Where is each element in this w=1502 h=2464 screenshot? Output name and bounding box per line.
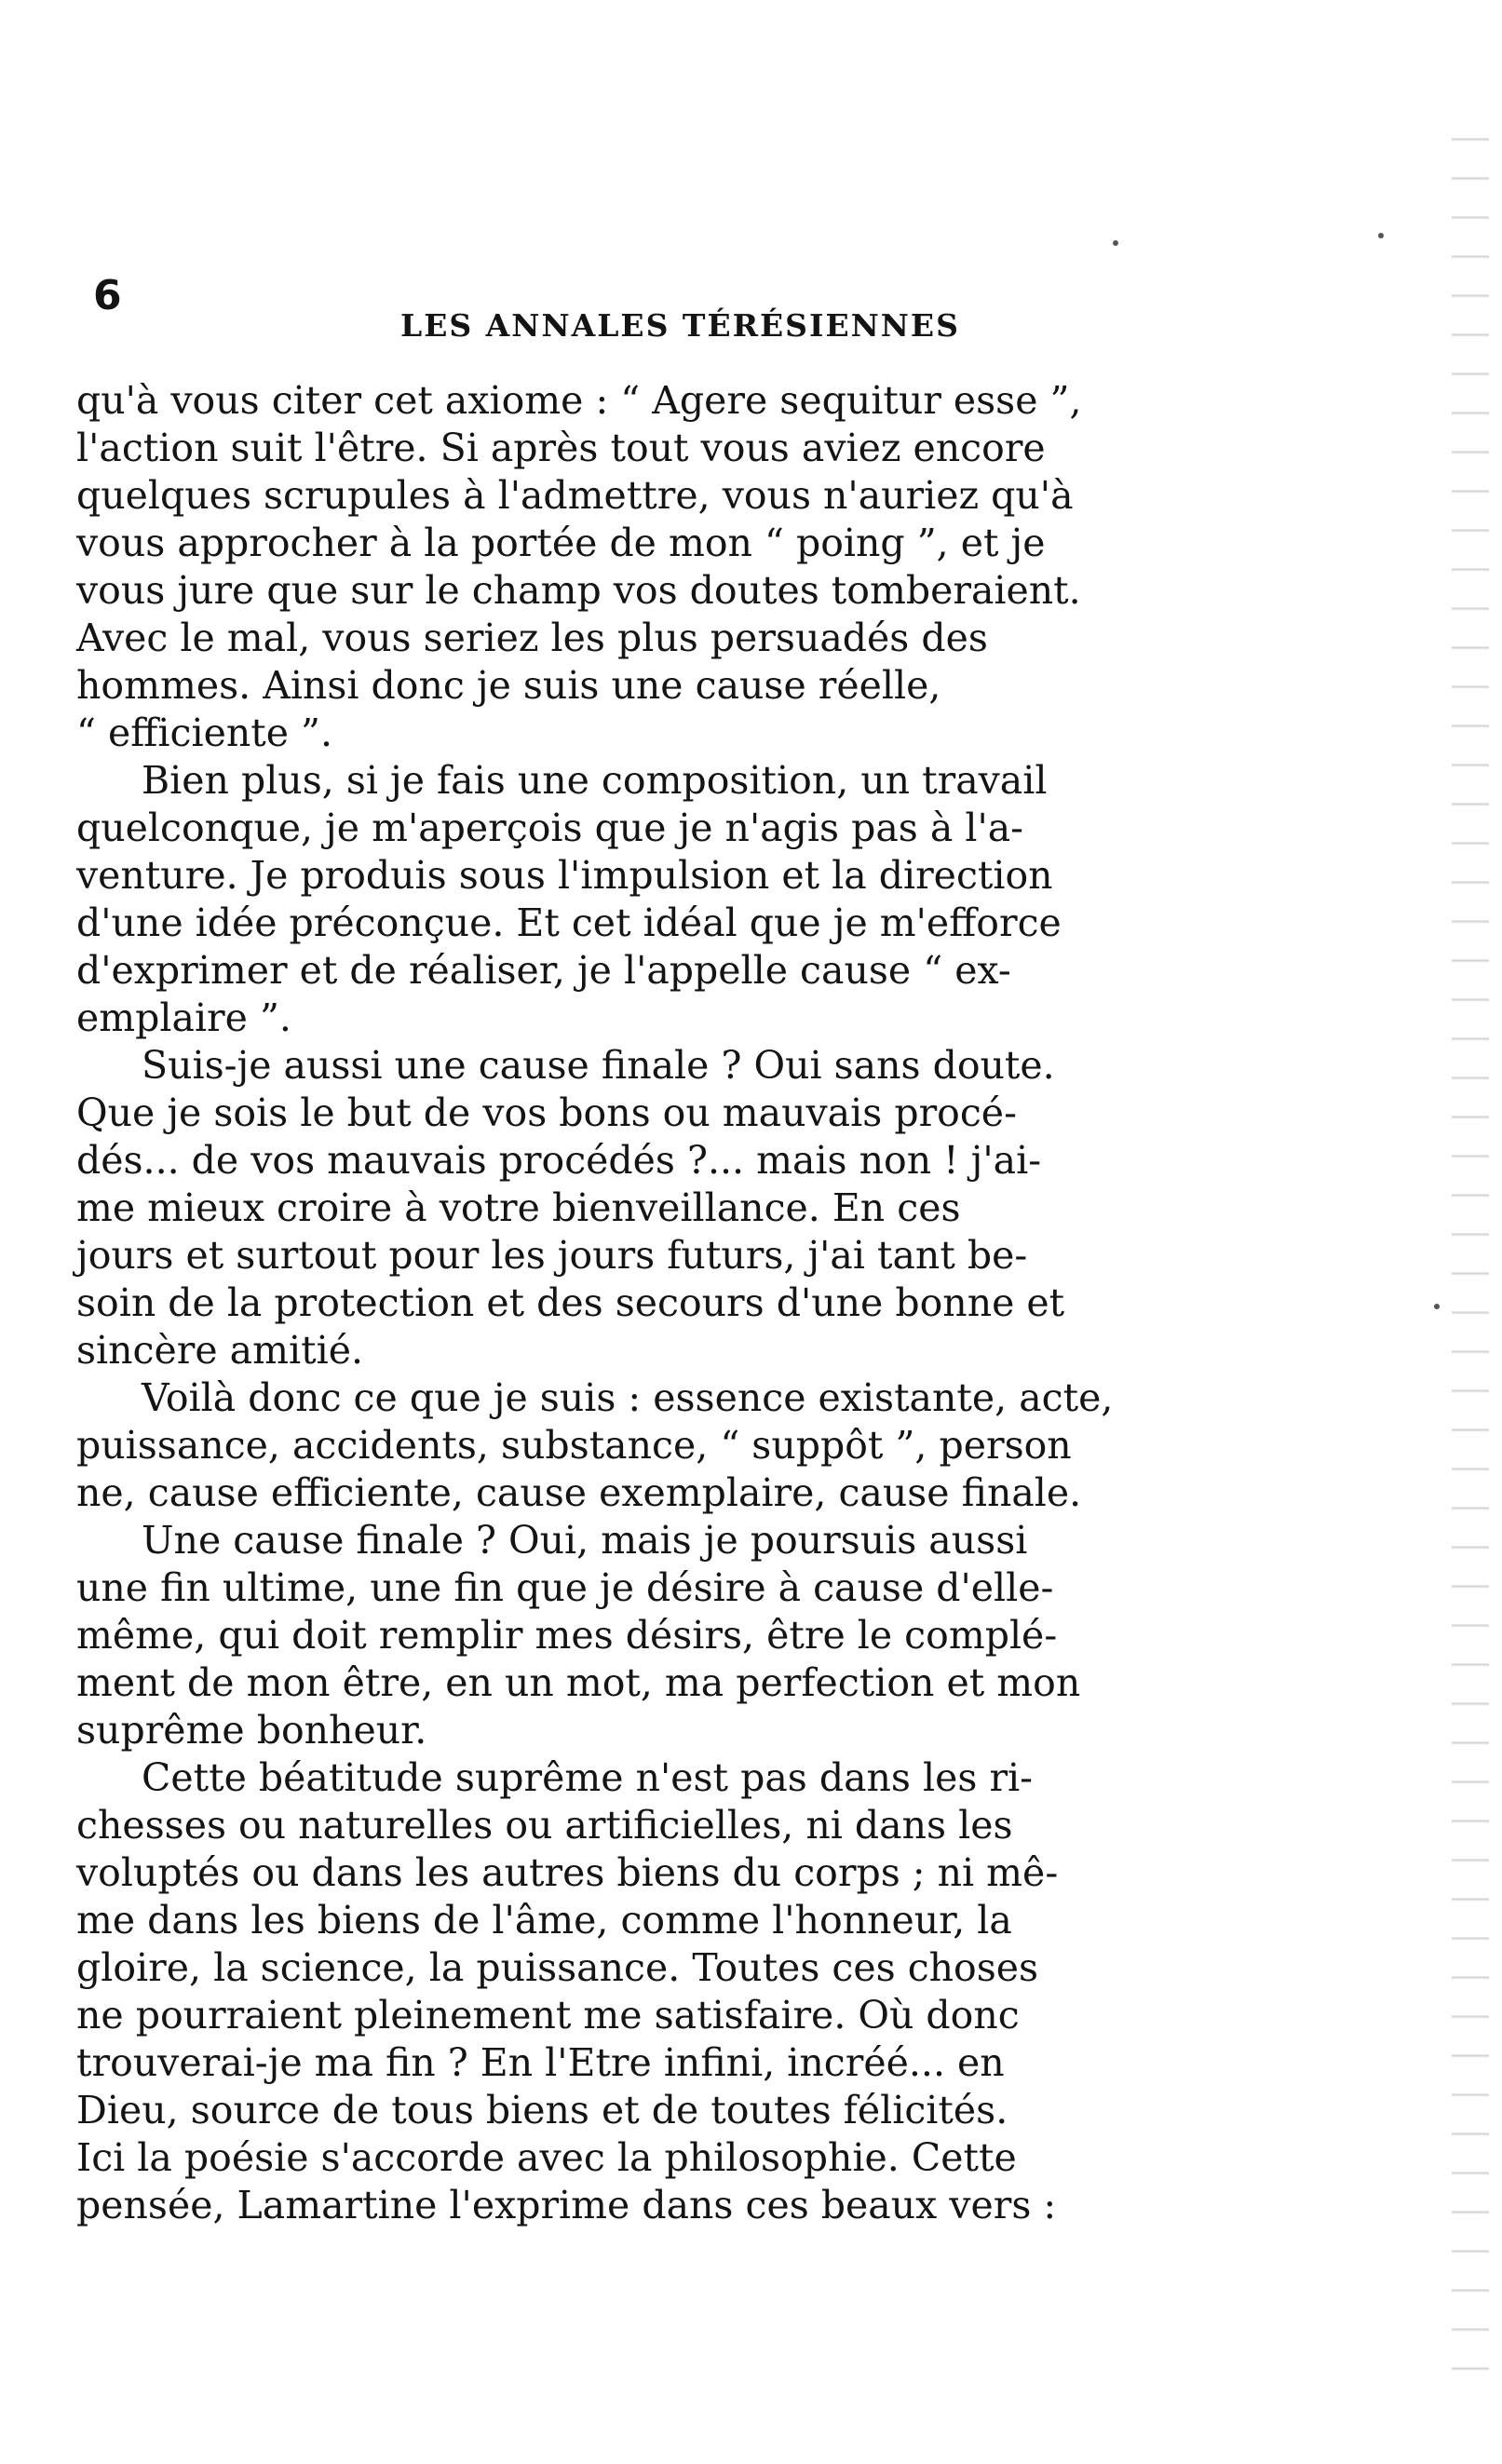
text-line: puissance, accidents, substance, “ suppôt ”, person	[76, 1423, 1072, 1468]
page-number: 6	[93, 272, 122, 319]
text-line: me mieux croire à votre bienveillance. En ces	[76, 1185, 961, 1230]
text-line: trouverai-je ma fin ? En l'Etre infini, incréé... en	[76, 2040, 1005, 2085]
text-line: ment de mon être, en un mot, ma perfection et mon	[76, 1660, 1081, 1705]
text-line: hommes. Ainsi donc je suis une cause réelle,	[76, 663, 941, 708]
text-line: Ici la poésie s'accorde avec la philosophie. Cette	[76, 2135, 1017, 2180]
body-text	[76, 377, 1324, 2229]
text-line: d'exprimer et de réaliser, je l'appelle cause “ ex-	[76, 948, 1011, 993]
text-line: chesses ou naturelles ou artificielles, ni dans les	[76, 1803, 1013, 1848]
text-line: voluptés ou dans les autres biens du corps ; ni mê-	[76, 1850, 1059, 1895]
text-line: “ efficiente ”.	[76, 711, 333, 755]
text-line: Que je sois le but de vos bons ou mauvais procé-	[76, 1090, 1017, 1135]
paragraph	[76, 377, 1324, 757]
text-line: Avec le mal, vous seriez les plus persuadés des	[76, 616, 988, 660]
paragraph	[76, 1374, 1324, 1517]
paragraph	[76, 757, 1324, 1042]
text-line: gloire, la science, la puissance. Toutes ces choses	[76, 1945, 1039, 1990]
text-line: sincère amitié.	[76, 1328, 364, 1373]
text-line: me dans les biens de l'âme, comme l'honneur, la	[76, 1898, 1012, 1943]
text-line: ne, cause efficiente, cause exemplaire, cause finale.	[76, 1470, 1082, 1515]
text-line: emplaire ”.	[76, 995, 291, 1040]
text-line: Suis-je aussi une cause finale ? Oui sans doute.	[142, 1043, 1055, 1088]
paragraph	[76, 1754, 1324, 2229]
text-line: même, qui doit remplir mes désirs, être le complé-	[76, 1613, 1058, 1658]
text-line: dés... de vos mauvais procédés ?... mais non ! j'ai-	[76, 1138, 1042, 1183]
text-line: quelques scrupules à l'admettre, vous n'auriez qu'à	[76, 473, 1074, 518]
text-line: Voilà donc ce que je suis : essence existante, acte,	[142, 1375, 1114, 1420]
text-line: Dieu, source de tous biens et de toutes félicités.	[76, 2088, 1008, 2132]
paragraph	[76, 1042, 1324, 1374]
scan-speck	[1434, 1304, 1440, 1309]
text-line: Cette béatitude suprême n'est pas dans les ri-	[142, 1755, 1034, 1800]
running-head: LES ANNALES TÉRÉSIENNES	[400, 307, 960, 344]
scan-speck	[1113, 240, 1118, 246]
scan-speck	[1378, 233, 1384, 238]
text-line: quelconque, je m'aperçois que je n'agis pas à l'a-	[76, 806, 1024, 850]
paragraph	[76, 1517, 1324, 1754]
text-line: une fin ultime, une fin que je désire à cause d'elle-	[76, 1565, 1054, 1610]
text-line: d'une idée préconçue. Et cet idéal que je m'efforce	[76, 900, 1062, 945]
text-line: Une cause finale ? Oui, mais je poursuis aussi	[142, 1518, 1028, 1563]
text-line: ne pourraient pleinement me satisfaire. Où donc	[76, 1993, 1020, 2038]
text-line: l'action suit l'être. Si après tout vous aviez encore	[76, 426, 1046, 470]
text-line: soin de la protection et des secours d'une bonne et	[76, 1280, 1065, 1325]
text-line: jours et surtout pour les jours futurs, j'ai tant be-	[76, 1233, 1028, 1278]
text-line: suprême bonheur.	[76, 1708, 427, 1753]
text-line: qu'à vous citer cet axiome : “ Agere sequitur esse ”,	[76, 378, 1082, 423]
text-line: Bien plus, si je fais une composition, un travail	[142, 758, 1048, 803]
scan-edge-noise	[1452, 102, 1489, 2384]
text-line: vous jure que sur le champ vos doutes tomberaient.	[76, 568, 1081, 613]
text-line: pensée, Lamartine l'exprime dans ces beaux vers :	[76, 2183, 1057, 2227]
text-line: venture. Je produis sous l'impulsion et la direction	[76, 853, 1053, 898]
text-line: vous approcher à la portée de mon “ poing ”, et je	[76, 521, 1046, 565]
